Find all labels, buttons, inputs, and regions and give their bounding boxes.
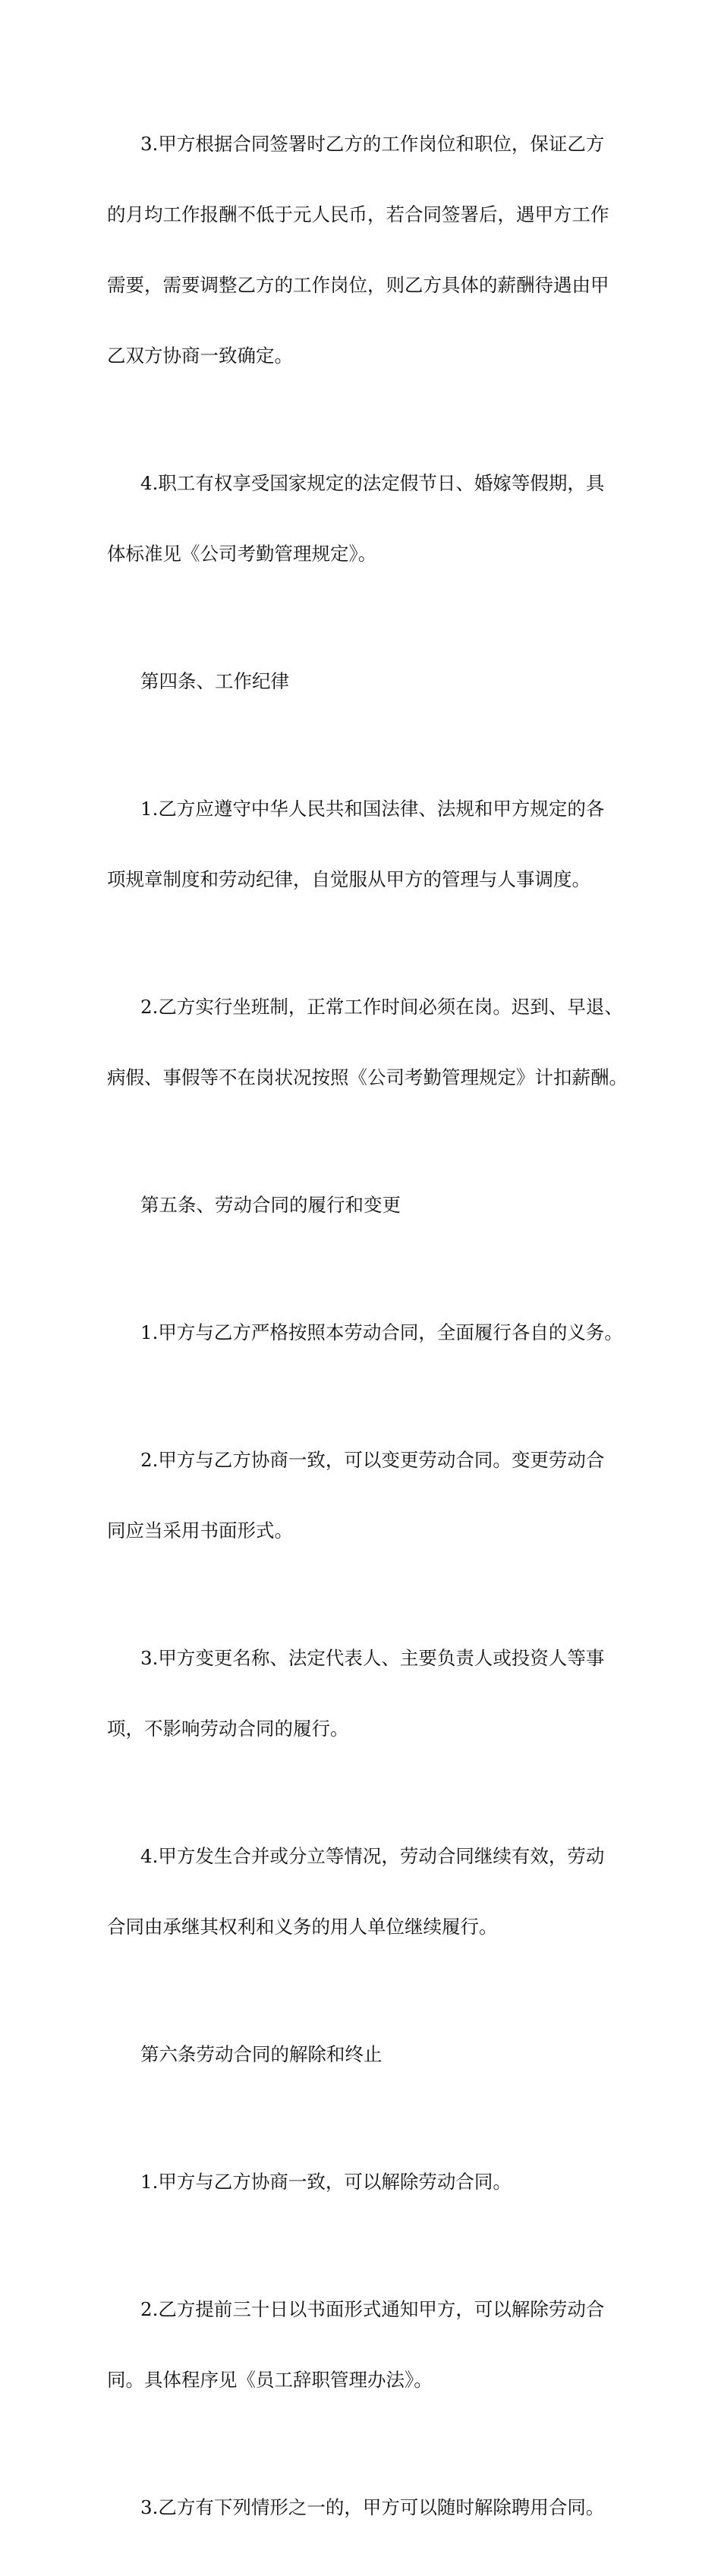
text-line: 的月均工作报酬不低于元人民币，若合同签署后，遇甲方工作 bbox=[107, 203, 609, 225]
clause-paragraph bbox=[107, 2448, 631, 2566]
text-line: 3.甲方变更名称、法定代表人、主要负责人或投资人等事 bbox=[140, 1647, 605, 1669]
clause-paragraph bbox=[107, 1274, 631, 1391]
text-line: 2.乙方实行坐班制，正常工作时间必须在岗。迟到、早退、 bbox=[140, 996, 623, 1018]
text-line: 项规章制度和劳动纪律，自觉服从甲方的管理与人事调度。 bbox=[107, 868, 590, 890]
text-line: 合同由承继其权利和义务的用人单位继续履行。 bbox=[107, 1916, 498, 1938]
text-line: 3.乙方有下列情形之一的，甲方可以随时解除聘用合同。 bbox=[140, 2496, 605, 2518]
clause-paragraph bbox=[107, 1797, 631, 1986]
text-line: 2.甲方与乙方协商一致，可以变更劳动合同。变更劳动合 bbox=[140, 1449, 605, 1471]
text-line: 体标准见《公司考勤管理规定》。 bbox=[107, 543, 377, 565]
text-line: 4.职工有权享受国家规定的法定假节日、婚嫁等假期，具 bbox=[140, 472, 605, 494]
text-line: 1.甲方与乙方严格按照本劳动合同，全面履行各自的义务。 bbox=[140, 1321, 623, 1343]
clause-paragraph bbox=[107, 2123, 631, 2241]
section-heading bbox=[107, 1995, 631, 2113]
section-heading bbox=[107, 1146, 631, 1264]
text-line: 同应当采用书面形式。 bbox=[107, 1519, 293, 1542]
section-heading-text: 第六条劳动合同的解除和终止 bbox=[140, 2043, 383, 2065]
clause-paragraph bbox=[107, 948, 631, 1136]
text-line: 1.乙方应遵守中华人民共和国法律、法规和甲方规定的各 bbox=[140, 798, 605, 820]
clause-paragraph bbox=[107, 750, 631, 938]
text-line: 乙双方协商一致确定。 bbox=[107, 345, 293, 367]
text-line: 项，不影响劳动合同的履行。 bbox=[107, 1718, 349, 1740]
text-line: 4.甲方发生合并或分立等情况，劳动合同继续有效，劳动 bbox=[140, 1845, 605, 1867]
section-heading-text: 第四条、工作纪律 bbox=[140, 670, 289, 692]
text-line: 需要，需要调整乙方的工作岗位，则乙方具体的薪酬待遇由甲 bbox=[107, 274, 609, 296]
section-heading bbox=[107, 622, 631, 740]
text-line: 2.乙方提前三十日以书面形式通知甲方，可以解除劳动合 bbox=[140, 2298, 605, 2320]
clause-paragraph bbox=[107, 1401, 631, 1589]
section-heading-text: 第五条、劳动合同的履行和变更 bbox=[140, 1194, 401, 1216]
text-line: 病假、事假等不在岗状况按照《公司考勤管理规定》计扣薪酬。 bbox=[107, 1066, 628, 1088]
clause-paragraph bbox=[107, 424, 631, 613]
text-line: 3.甲方根据合同签署时乙方的工作岗位和职位，保证乙方 bbox=[140, 133, 605, 155]
clause-paragraph bbox=[107, 2250, 631, 2439]
document-body bbox=[107, 85, 631, 2576]
clause-paragraph bbox=[107, 85, 631, 414]
text-line: 同。具体程序见《员工辞职管理办法》。 bbox=[107, 2369, 433, 2391]
text-line: 1.甲方与乙方协商一致，可以解除劳动合同。 bbox=[140, 2171, 512, 2193]
clause-paragraph bbox=[107, 1599, 631, 1787]
